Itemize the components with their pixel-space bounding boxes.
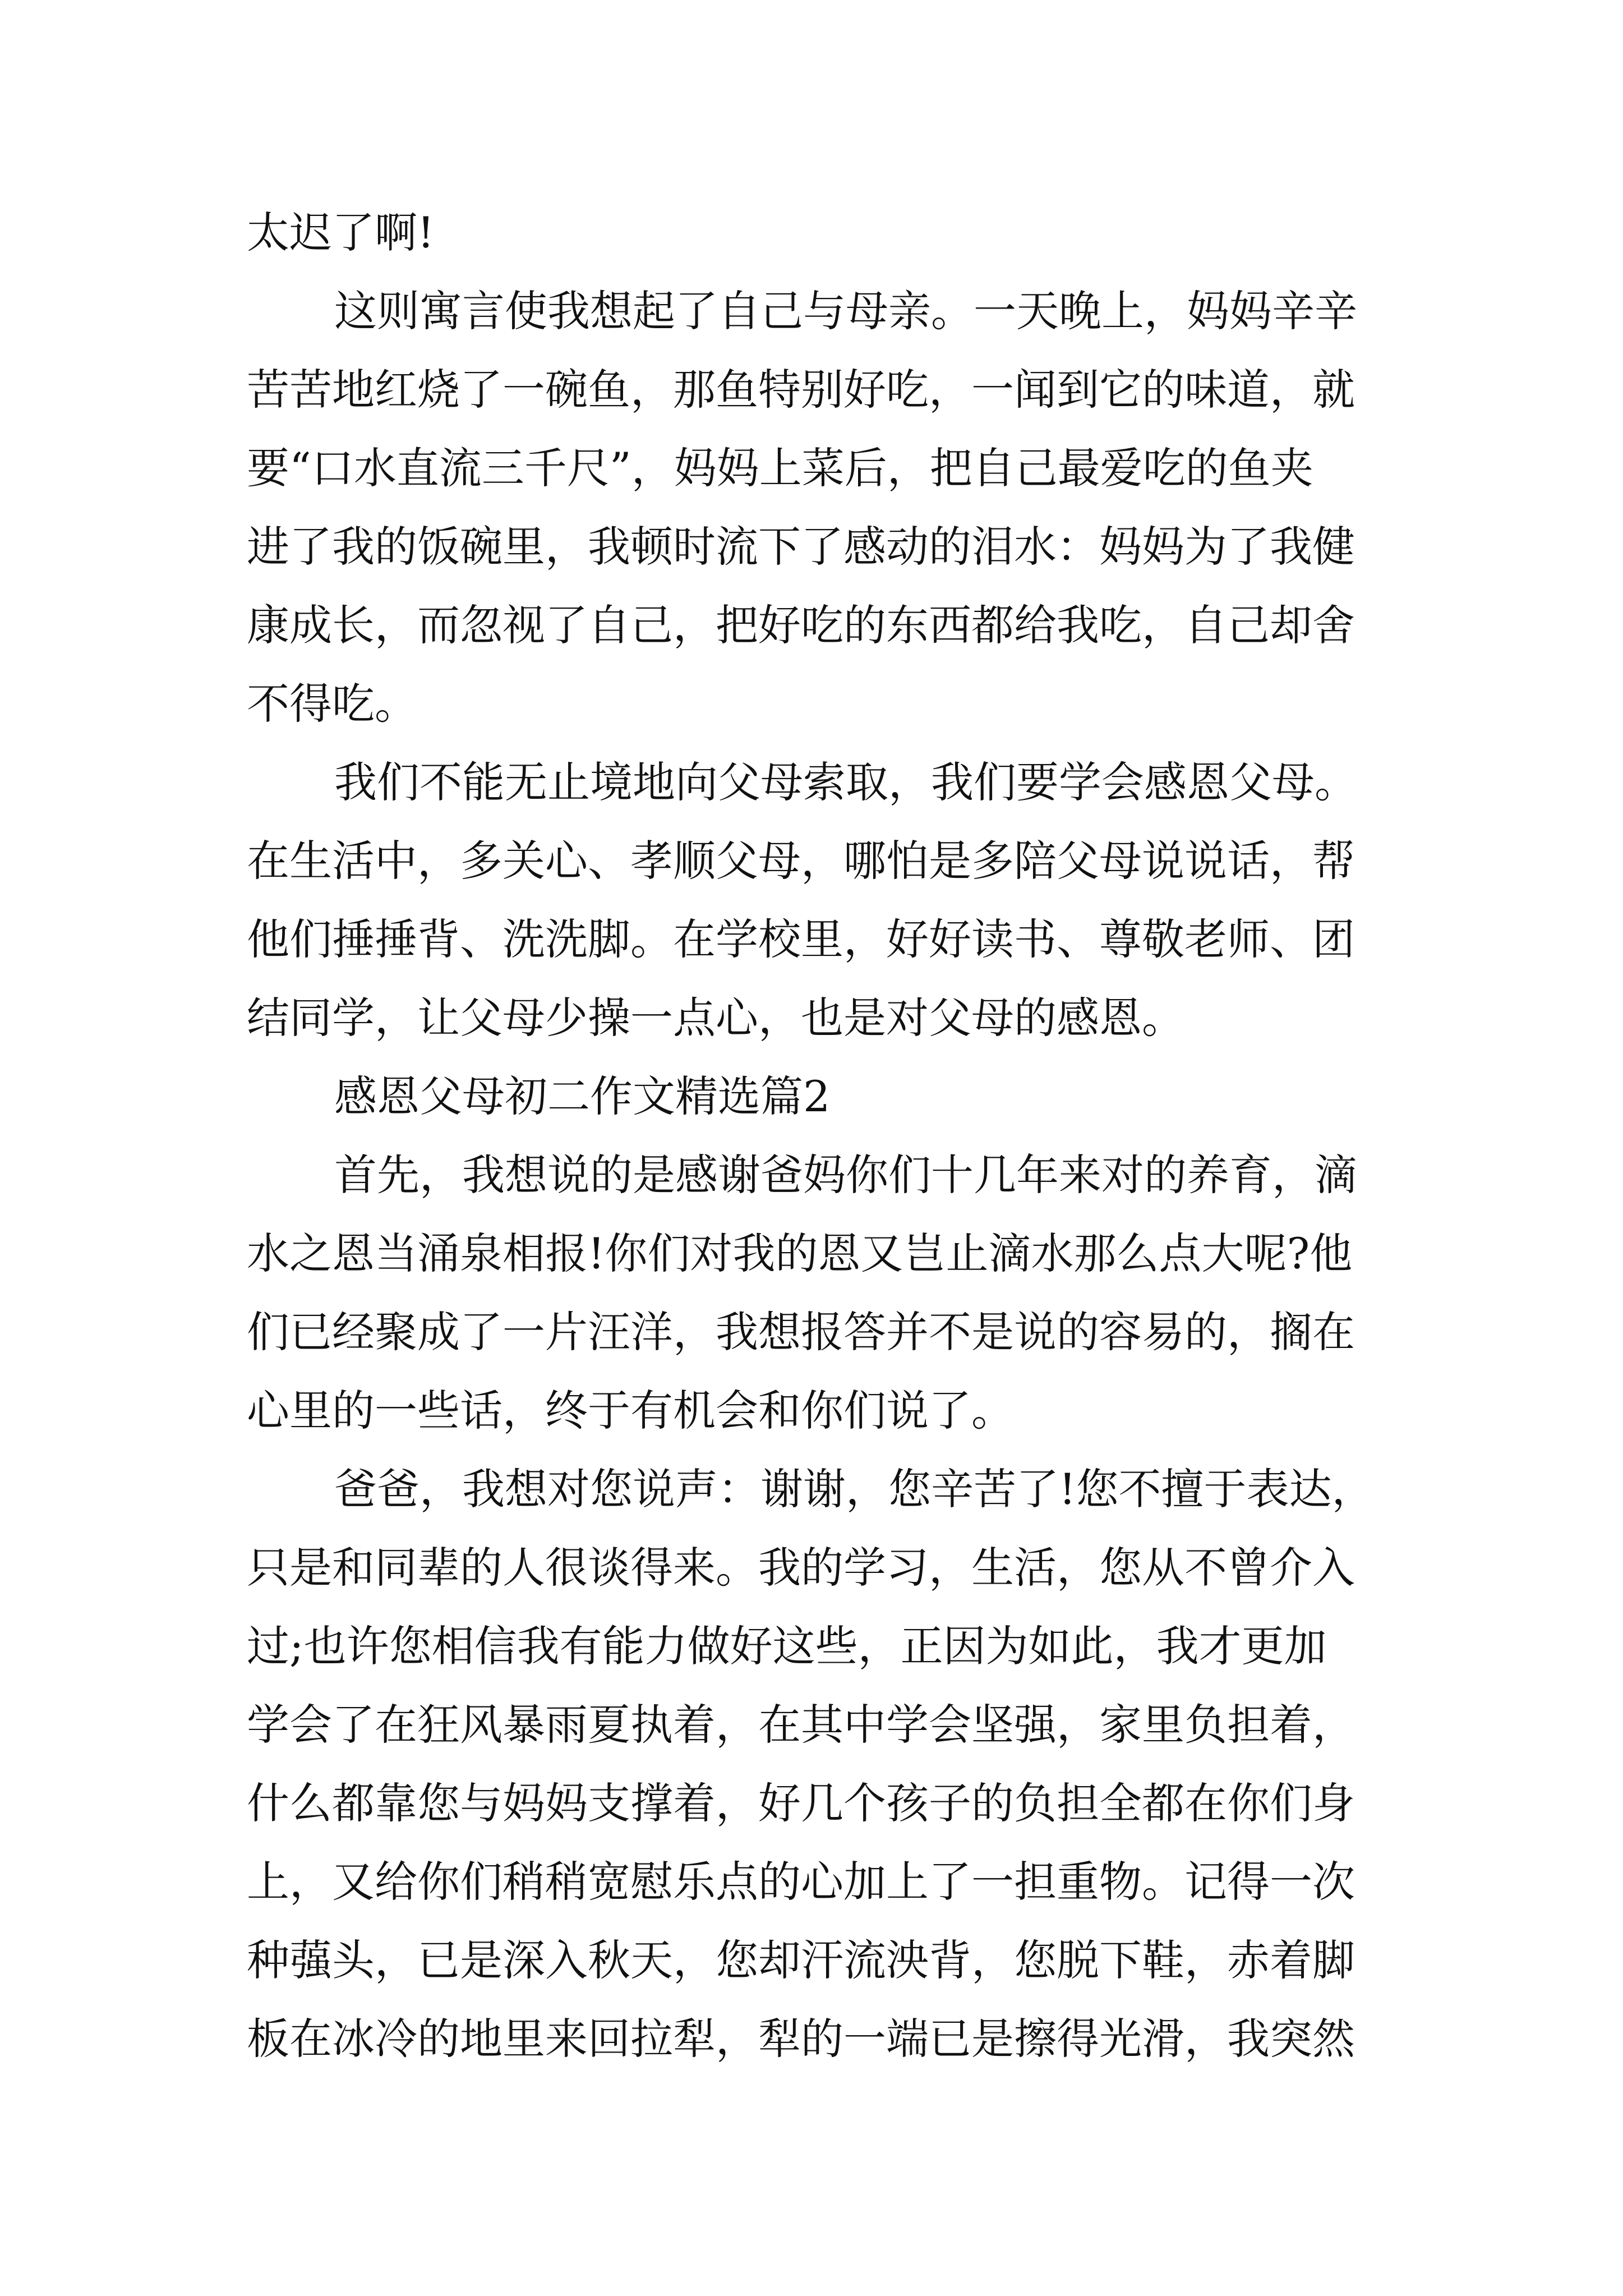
text-line: 过;也许您相信我有能力做好这些，正因为如此，我才更加 xyxy=(247,1621,1327,1671)
text-line: 进了我的饭碗里，我顿时流下了感动的泪水：妈妈为了我健 xyxy=(247,522,1355,572)
paragraph-start-line: 首先，我想说的是感谢爸妈你们十几年来对的养育，滴 xyxy=(334,1150,1357,1200)
text-line: 种蔃头，已是深入秋天，您却汗流泱背，您脱下鞋，赤着脚 xyxy=(247,1935,1355,1985)
text-line: 太迟了啊! xyxy=(247,208,435,257)
text-line: 康成长，而忽视了自己，把好吃的东西都给我吃，自己却舍 xyxy=(247,600,1355,650)
text-line: 什么都靠您与妈妈支撑着，好几个孩子的负担全都在你们身 xyxy=(247,1778,1355,1828)
text-line: 水之恩当涌泉相报!你们对我的恩又岂止滴水那么点大呢?他 xyxy=(247,1228,1353,1278)
text-line: 们已经聚成了一片汪洋，我想报答并不是说的容易的，搁在 xyxy=(247,1307,1355,1357)
text-line: 学会了在狂风暴雨夏执着，在其中学会坚强，家里负担着， xyxy=(247,1700,1355,1750)
text-line: 要“口水直流三千尺”，妈妈上菜后，把自己最爱吃的鱼夹 xyxy=(247,443,1313,493)
text-line: 上，又给你们稍稍宽慰乐点的心加上了一担重物。记得一次 xyxy=(247,1857,1355,1907)
document-page xyxy=(247,194,1396,2078)
text-line: 心里的一些话，终于有机会和你们说了。 xyxy=(247,1386,1014,1435)
paragraph-start-line: 爸爸，我想对您说声：谢谢，您辛苦了!您不擅于表达， xyxy=(334,1464,1375,1514)
text-line: 他们捶捶背、洗洗脚。在学校里，好好读书、尊敬老师、团 xyxy=(247,914,1355,964)
text-line: 只是和同辈的人很谈得来。我的学习，生活，您从不曾介入 xyxy=(247,1543,1355,1593)
text-line: 在生活中，多关心、孝顺父母，哪怕是多陪父母说说话，帮 xyxy=(247,836,1355,886)
paragraph-start-line: 我们不能无止境地向父母索取，我们要学会感恩父母。 xyxy=(334,757,1357,807)
section-heading: 感恩父母初二作文精选篇2 xyxy=(334,1071,831,1121)
text-line: 不得吃。 xyxy=(247,679,417,729)
text-line: 结同学，让父母少操一点心，也是对父母的感恩。 xyxy=(247,993,1184,1043)
paragraph-start-line: 这则寓言使我想起了自己与母亲。一天晚上，妈妈辛辛 xyxy=(334,286,1357,336)
text-line: 板在冰冷的地里来回拉犁，犁的一端已是擦得光滑，我突然 xyxy=(247,2014,1355,2064)
text-line: 苦苦地红烧了一碗鱼，那鱼特别好吃，一闻到它的味道，就 xyxy=(247,365,1355,415)
